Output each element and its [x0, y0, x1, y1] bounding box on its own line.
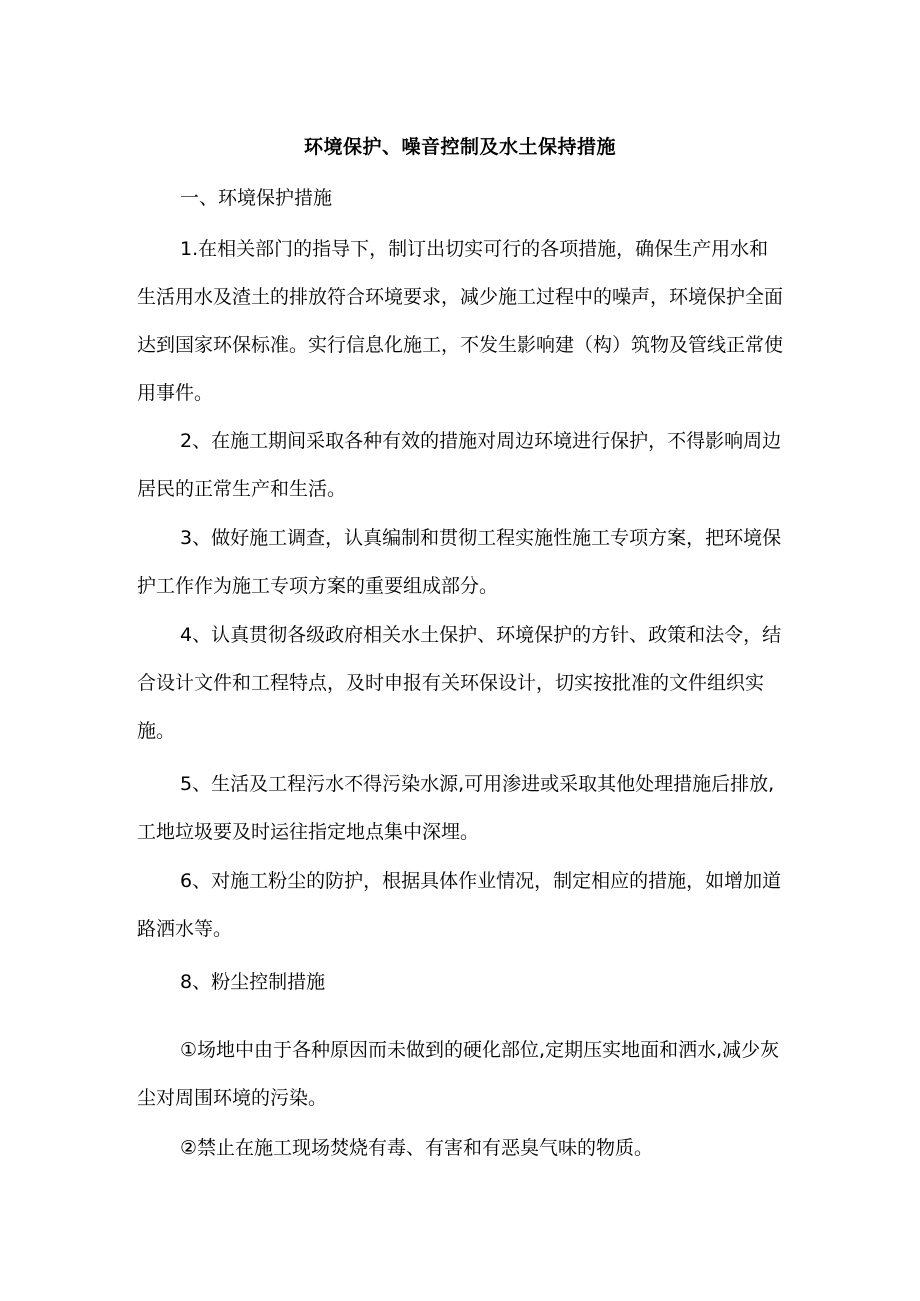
document-title: 环境保护、噪音控制及水土保持措施 [303, 136, 616, 158]
paragraph-2: 2、在施工期间采取各种有效的措施对周边环境进行保护，不得影响周边居民的正常生产和生活。 [137, 430, 782, 500]
paragraph-5: 5、生活及工程污水不得污染水源,可用渗进或采取其他处理措施后排放,工地垃圾要及时运往指定地点集中深埋。 [137, 773, 775, 843]
paragraph-8-heading: 8、粉尘控制措施 [180, 971, 326, 993]
paragraph-4: 4、认真贯彻各级政府相关水土保护、环境保护的方针、政策和法令，结合设计文件和工程特点，及时申报有关环保设计，切实按批准的文件组织实施。 [137, 624, 782, 742]
section-heading: 一、环境保护措施 [180, 187, 333, 209]
dust-control-item-2: ②禁止在施工现场焚烧有毒、有害和有恶臭气味的物质。 [180, 1137, 654, 1159]
paragraph-6: 6、对施工粉尘的防护，根据具体作业情况，制定相应的措施，如增加道路洒水等。 [137, 870, 782, 940]
paragraph-3: 3、做好施工调查，认真编制和贯彻工程实施性施工专项方案，把环境保护工作作为施工专项方案的重要组成部分。 [137, 527, 782, 597]
dust-control-item-1: ①场地中由于各种原因而未做到的硬化部位,定期压实地面和洒水,减少灰尘对周围环境的污染。 [137, 1039, 780, 1109]
paragraph-1: 1.在相关部门的指导下，制订出切实可行的各项措施，确保生产用水和生活用水及渣土的排放符合环境要求，减少施工过程中的噪声，环境保护全面达到国家环保标准。实行信息化施工，不发生影响建（构）筑物及管线正常使用事件。 [137, 238, 784, 404]
